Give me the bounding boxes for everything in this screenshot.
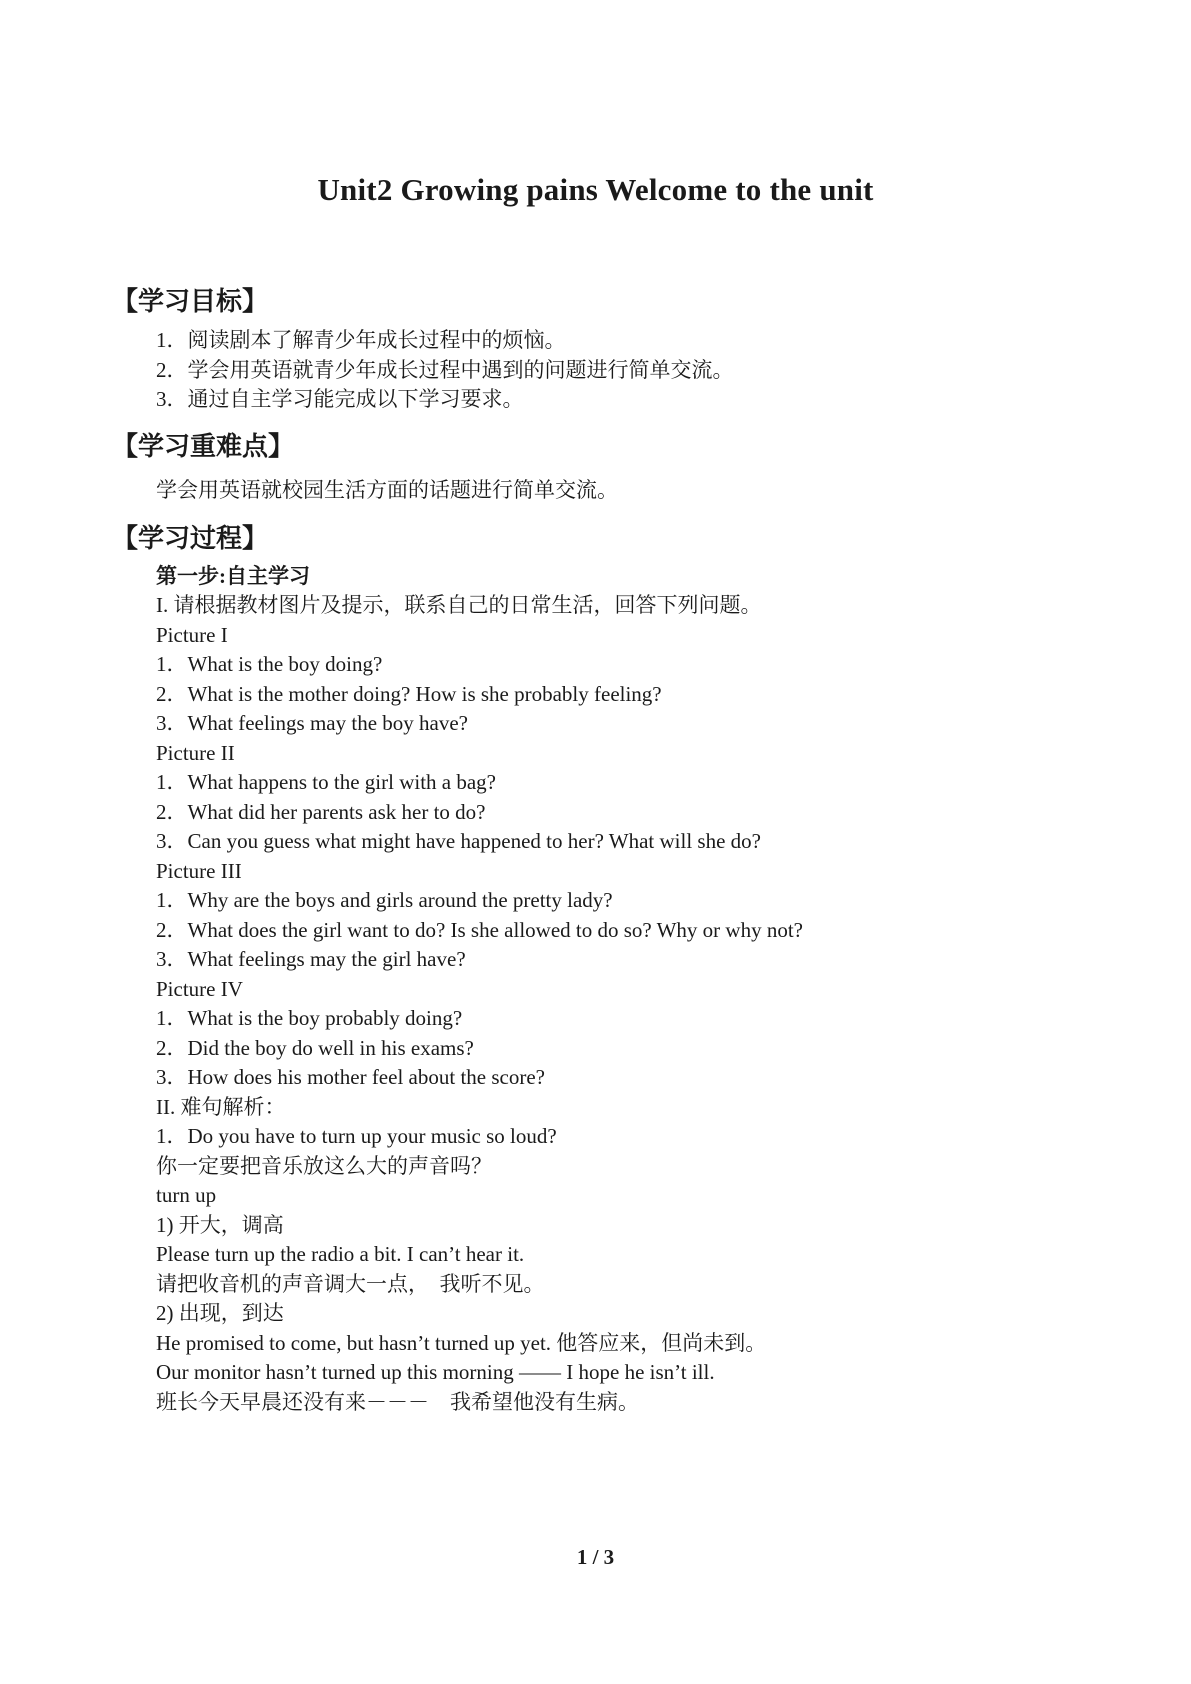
example-sentence: He promised to come, but hasn’t turned up yet. 他答应来，但尚未到。 xyxy=(156,1331,767,1355)
meaning-label: 2) 出现，到达 xyxy=(156,1301,284,1325)
phrase-label: turn up xyxy=(156,1183,217,1207)
question-line: 1．What happens to the girl with a bag? xyxy=(156,770,496,794)
question-line: 1．Why are the boys and girls around the pretty lady? xyxy=(156,888,613,912)
objective-item: 3．通过自主学习能完成以下学习要求。 xyxy=(156,387,524,411)
question-line: 3．Can you guess what might have happened to her? What will she do? xyxy=(156,829,761,853)
process-line: I. 请根据教材图片及提示，联系自己的日常生活，回答下列问题。 xyxy=(156,593,762,617)
picture-label: Picture I xyxy=(156,623,228,647)
translation-line: 请把收音机的声音调大一点， 我听不见。 xyxy=(156,1272,545,1296)
question-line: 2．What did her parents ask her to do? xyxy=(156,800,486,824)
picture-label: Picture IV xyxy=(156,977,243,1001)
page-number: 1 / 3 xyxy=(576,1545,615,1569)
objective-item: 1．阅读剧本了解青少年成长过程中的烦恼。 xyxy=(156,328,566,352)
example-sentence: Our monitor hasn’t turned up this morning —— I hope he isn’t ill. xyxy=(156,1360,715,1384)
question-line: 2．Did the boy do well in his exams? xyxy=(156,1036,474,1060)
key-points-heading: 【学习重难点】 xyxy=(112,432,295,462)
objective-item: 2．学会用英语就青少年成长过程中遇到的问题进行简单交流。 xyxy=(156,358,734,382)
question-line: 3．What feelings may the girl have? xyxy=(156,947,466,971)
question-line: 3．What feelings may the boy have? xyxy=(156,711,468,735)
translation-line: 班长今天早晨还没有来－－－ 我希望他没有生病。 xyxy=(156,1390,639,1414)
question-line: 2．What does the girl want to do? Is she allowed to do so? Why or why not? xyxy=(156,918,803,942)
translation-line: 你一定要把音乐放这么大的声音吗？ xyxy=(156,1154,492,1178)
question-line: 2．What is the mother doing? How is she probably feeling? xyxy=(156,682,662,706)
key-points-text: 学会用英语就校园生活方面的话题进行简单交流。 xyxy=(156,478,618,502)
step-heading: 第一步:自主学习 xyxy=(156,564,310,588)
example-sentence: 1．Do you have to turn up your music so loud? xyxy=(156,1124,557,1148)
document-title: Unit2 Growing pains Welcome to the unit xyxy=(317,172,874,207)
question-line: 3．How does his mother feel about the score? xyxy=(156,1065,545,1089)
process-heading: 【学习过程】 xyxy=(112,524,269,554)
picture-label: Picture II xyxy=(156,741,235,765)
section-label: II. 难句解析： xyxy=(156,1095,286,1119)
question-line: 1．What is the boy probably doing? xyxy=(156,1006,463,1030)
picture-label: Picture III xyxy=(156,859,242,883)
objectives-heading: 【学习目标】 xyxy=(112,287,269,317)
question-line: 1．What is the boy doing? xyxy=(156,652,383,676)
meaning-label: 1) 开大，调高 xyxy=(156,1213,284,1237)
example-sentence: Please turn up the radio a bit. I can’t hear it. xyxy=(156,1242,525,1266)
